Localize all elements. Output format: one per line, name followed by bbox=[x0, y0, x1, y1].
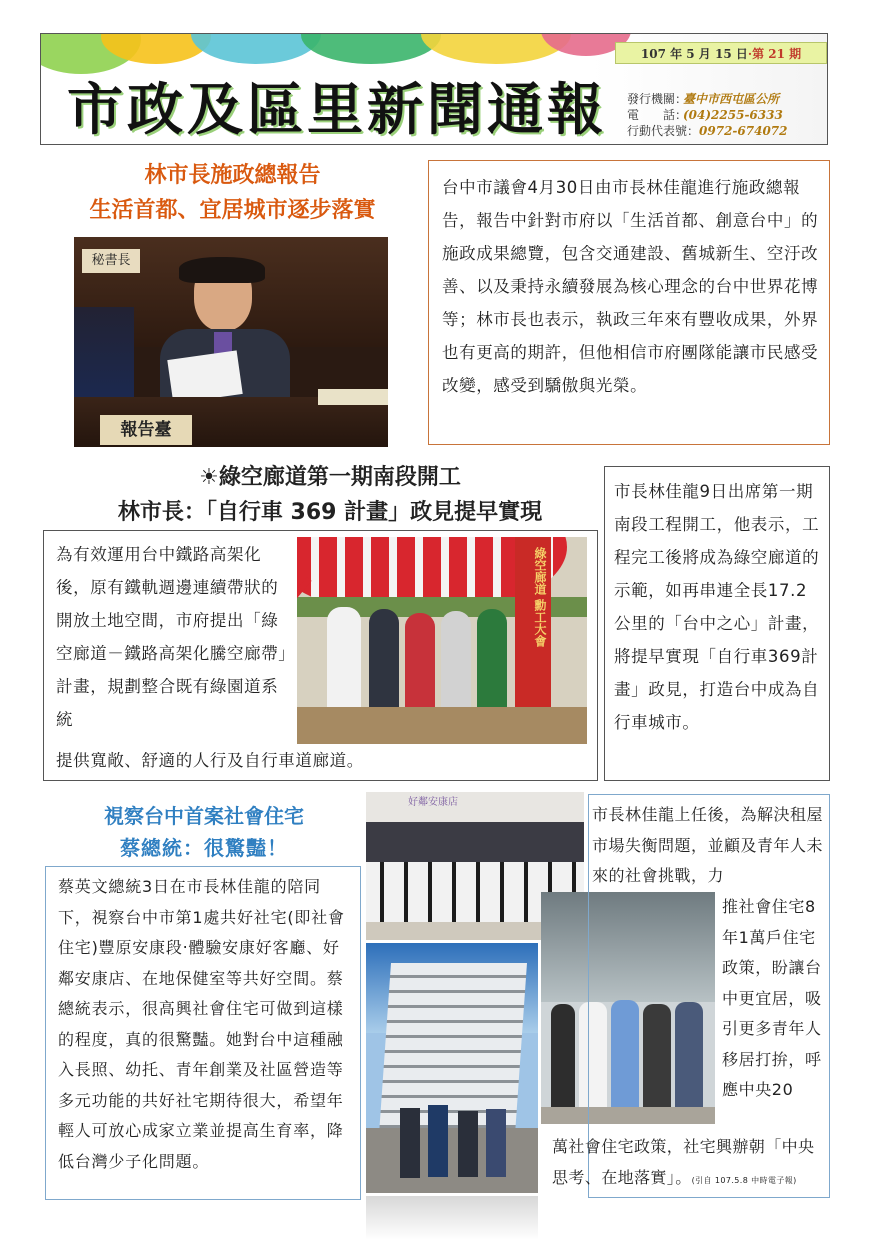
photo-shop-sign: 好鄰安康店 bbox=[408, 797, 458, 808]
article2-headline-line1: ☀綠空廊道第一期南段開工 bbox=[199, 465, 461, 490]
photo-banner-text: 綠空廊道 勳工大會 bbox=[533, 547, 547, 648]
phone: (04)2255-6333 bbox=[683, 108, 783, 122]
article3-body-left: 蔡英文總統3日在市長林佳龍的陪同下，視察台中市第1處共好社宅(即社會住宅)豐原安康段‧體驗安康好客廳、好鄰安康店、在地保健室等共好空間。蔡總統表示，很高興社會住宅可做到這樣的程度，真的很驚豔。她對台中這種融入長照、幼托、青年創業及社區營造等多元功能的共好社宅期待很大，希望年輕人可放心成家立業並提高生育率，降低台灣少子化問題。 bbox=[45, 866, 361, 1200]
article1-body: 台中市議會4月30日由市長林佳龍進行施政總報告，報告中針對市府以「生活首都、創意台中」的施政成果總覽，包含交通建設、舊城新生、空汙改善、以及秉持永續發展為核心理念的台中世界花博等；林市長也表示，執政三年來有豐收成果，外界也有更高的期許，但他相信市府團隊能讓市民感受改變，感受到驕傲與光榮。 bbox=[428, 160, 830, 445]
article2-body-left: 為有效運用台中鐵路高架化後，原有鐵軌週邊連續帶狀的開放土地空間，市府提出「綠空廊道－鐵路高架化騰空廊帶」計畫，規劃整合既有綠園道系統 bbox=[56, 545, 288, 729]
article2-headline-line2: 林市長：「自行車 369 計畫」政見提早實現 bbox=[117, 500, 543, 525]
article2-body-right: 市長林佳龍9日出席第一期南段工程開工，他表示，工程完工後將成為綠空廊道的示範，如再串連全長17.2公里的「台中之心」計畫，將提早實現「自行車369計畫」政見，打造台中成為自行車城市。 bbox=[614, 482, 820, 732]
article1-headline-line2: 生活首都、宜居城市逐步落實 bbox=[89, 198, 376, 223]
issue-separator: · bbox=[747, 47, 753, 61]
publisher: 臺中市西屯區公所 bbox=[683, 92, 780, 106]
photo-podium-sign: 報告臺 bbox=[100, 415, 192, 445]
article3-body-right-column: 推社會住宅8年1萬戶住宅政策，盼讓台中更宜居，吸引更多青年人移居打拚，呼應中央20 bbox=[722, 897, 822, 1099]
phone-row: 電 話：(04)2255-6333 bbox=[627, 108, 783, 122]
source-note: (引自 107.5.8 中時電子報) bbox=[691, 1175, 797, 1185]
mayor-report-photo bbox=[74, 237, 388, 447]
mobile: 0972-674072 bbox=[699, 124, 788, 138]
groundbreaking-photo bbox=[297, 537, 587, 744]
mobile-row: 行動代表號：0972-674072 bbox=[627, 124, 788, 138]
photo-reflection bbox=[366, 1196, 538, 1240]
article3-body-right-top: 市長林佳龍上任後，為解決租屋市場失衡問題，並顧及青年人未來的社會挑戰，力 bbox=[592, 805, 824, 885]
issue-number: 第 21 期 bbox=[752, 47, 802, 61]
article3-headline-line2: 蔡總統：很驚豔！ bbox=[120, 836, 288, 860]
decor-splash bbox=[301, 33, 441, 64]
article1-headline-line1: 林市長施政總報告 bbox=[144, 163, 321, 188]
photo-nameplate: 秘書長 bbox=[82, 249, 140, 273]
issue-info bbox=[615, 42, 827, 64]
issue-date: 107 年 5 月 15 日 bbox=[640, 47, 748, 61]
article3-body-right-bottom bbox=[552, 1132, 826, 1194]
publisher-row: 發行機關：臺中市西屯區公所 bbox=[627, 92, 780, 106]
article3-headline-line1: 視察台中首案社會住宅 bbox=[104, 804, 304, 828]
social-housing-building-photo bbox=[366, 943, 538, 1193]
newspaper-title: 市政及區里新聞通報 bbox=[67, 77, 607, 143]
article2-body-bottom: 提供寬敞、舒適的人行及自行車道廊道。 bbox=[56, 751, 364, 770]
article3-body-right-bottom-text: 萬社會住宅政策，社宅興辦朝「中央思考、在地落實」。 bbox=[552, 1137, 815, 1187]
masthead bbox=[40, 33, 828, 145]
